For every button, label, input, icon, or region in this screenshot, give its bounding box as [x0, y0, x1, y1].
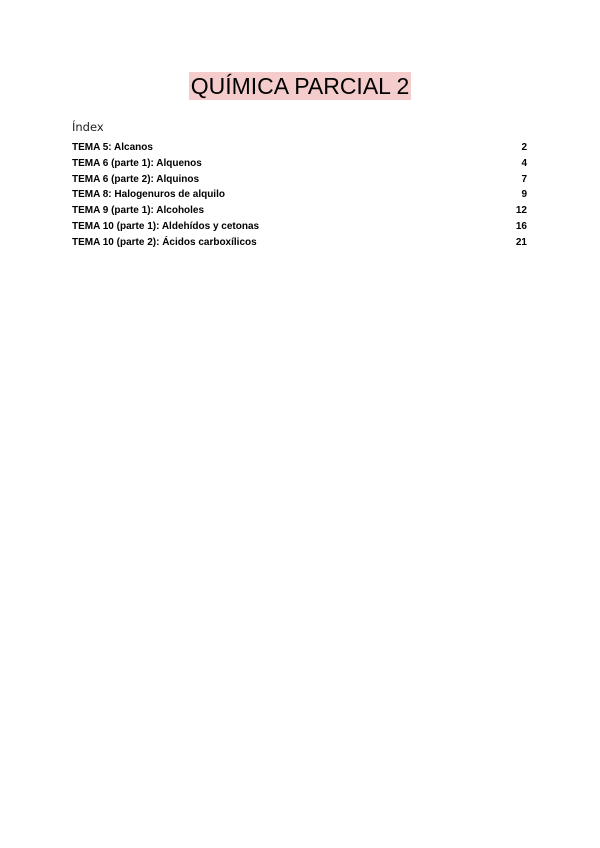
toc-entry-label: TEMA 10 (parte 2): Ácidos carboxílicos — [72, 236, 257, 248]
document-title: QUÍMICA PARCIAL 2 — [190, 73, 410, 99]
toc-heading: Índex — [72, 120, 104, 134]
toc-entry[interactable] — [72, 203, 527, 219]
toc-entry-page: 21 — [515, 236, 527, 248]
toc-entry-page: 2 — [521, 142, 527, 153]
toc-entry-label: TEMA 6 (parte 2): Alquinos — [72, 173, 200, 185]
toc-entry[interactable] — [72, 156, 527, 172]
toc-entry[interactable] — [72, 172, 527, 188]
toc-entry-page: 7 — [521, 173, 527, 185]
toc-entry-page: 16 — [515, 220, 527, 232]
toc-entry[interactable] — [72, 219, 527, 235]
toc-entry-label: TEMA 8: Halogenuros de alquilo — [72, 189, 225, 201]
toc-entry-label: TEMA 6 (parte 1): Alquenos — [72, 157, 202, 169]
table-of-contents — [72, 140, 527, 251]
toc-entry-page: 9 — [521, 189, 527, 201]
toc-entry-label: TEMA 5: Alcanos — [72, 142, 153, 153]
title-container — [0, 72, 600, 100]
toc-entry-label: TEMA 10 (parte 1): Aldehídos y cetonas — [72, 220, 260, 232]
toc-entry-page: 4 — [521, 157, 527, 169]
toc-entry[interactable] — [72, 235, 527, 251]
toc-entry[interactable] — [72, 140, 527, 156]
toc-entry[interactable] — [72, 187, 527, 203]
toc-entry-page: 12 — [515, 205, 527, 217]
toc-entry-label: TEMA 9 (parte 1): Alcoholes — [72, 205, 205, 217]
